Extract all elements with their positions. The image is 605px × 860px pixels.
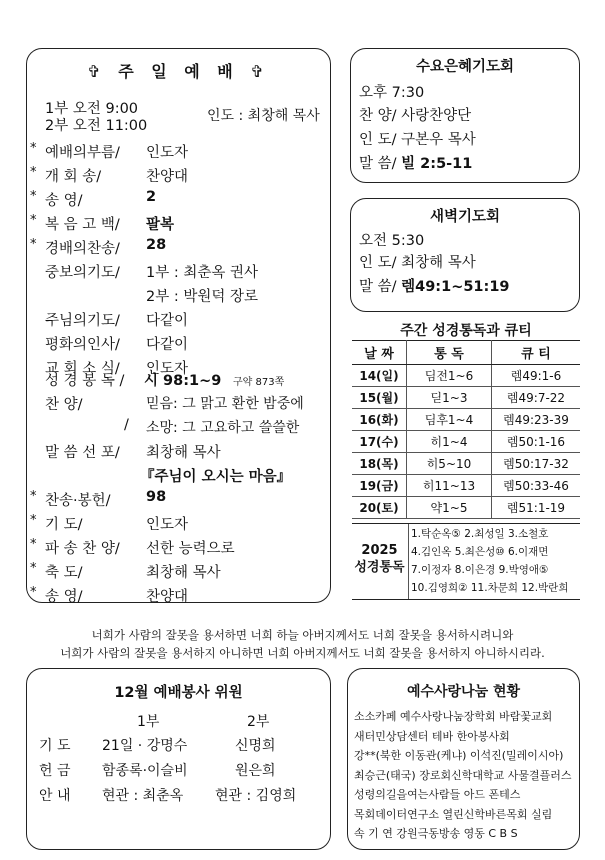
- sunday-worship-box: [26, 48, 331, 603]
- worship-item-value: 다같이: [146, 313, 189, 329]
- tongdok-label: 성경통독: [354, 560, 405, 575]
- tongdok-heading: [352, 542, 407, 576]
- table-row: [352, 497, 580, 519]
- wednesday-line: [359, 152, 472, 173]
- tongdok-divider: [408, 524, 409, 599]
- service-second: 현관 : 김영희: [215, 788, 297, 804]
- sermon-label: 말 씀 선 포/: [45, 445, 120, 461]
- date-cell: 20(토): [352, 497, 407, 519]
- worship-item-label: 교 회 소 식/: [45, 361, 120, 377]
- wednesday-line-label: 찬 양/: [359, 108, 397, 124]
- sharing-line: 성령의길을여는사람들 아드 폰테스: [354, 788, 521, 801]
- worship-item-label: 복 음 고 백/: [45, 217, 120, 233]
- table-row: [352, 475, 580, 497]
- qt-cell: 렘49:1-6: [492, 365, 581, 387]
- service-first: 함종록·이슬비: [102, 763, 188, 779]
- required-star: *: [30, 189, 37, 204]
- required-star: *: [30, 513, 37, 528]
- worship-item-value: 2부 : 박원덕 장로: [146, 289, 258, 305]
- date-cell: 17(수): [352, 431, 407, 453]
- tongdok-line: 10.김영희② 11.차문희 12.박란희: [411, 582, 569, 594]
- wednesday-time: 오후 7:30: [359, 85, 425, 101]
- dawn-title: 새벽기도회: [429, 209, 501, 225]
- tongdok-line: 4.김인옥 5.최은성⑩ 6.이재면: [411, 546, 549, 558]
- worship-item-value: 찬양대: [146, 169, 189, 185]
- required-star: *: [30, 489, 37, 504]
- service-role: 기 도: [39, 738, 71, 754]
- dawn-line: [359, 275, 510, 296]
- worship-item-label: 송 영/: [45, 589, 83, 605]
- date-cell: 16(화): [352, 409, 407, 431]
- anthem-slash: /: [124, 417, 129, 433]
- table-row: [352, 431, 580, 453]
- wednesday-line-value: 사랑찬양단: [401, 108, 472, 124]
- worship-item-value: 찬양대: [146, 589, 189, 605]
- required-star: *: [30, 213, 37, 228]
- anthem-line-1: 믿음: 그 맑고 환한 밤중에: [146, 396, 304, 412]
- worship-time-1: 1부 오전 9:00: [45, 101, 139, 117]
- worship-item-value: 28: [146, 237, 167, 253]
- service-committee-box: [26, 668, 331, 850]
- tongdok-names: [411, 525, 568, 597]
- worship-item-value: 최창해 목사: [146, 565, 221, 581]
- service-first: 21일 · 강명수: [102, 738, 188, 754]
- dawn-line-value: 렘49:1~51:19: [401, 279, 510, 295]
- header-qt: 큐 티: [492, 341, 581, 365]
- dawn-prayer-box: [350, 198, 580, 312]
- tongdok-line: 1.탁순옥⑤ 2.최성일 3.소철호: [411, 528, 549, 540]
- date-cell: 18(목): [352, 453, 407, 475]
- worship-item-value: 팔복: [146, 217, 175, 233]
- qt-cell: 렘50:17-32: [492, 453, 581, 475]
- sharing-line: 최승근(태국) 장로회신학대학교 사물결플러스: [354, 768, 572, 782]
- table-row: [352, 387, 580, 409]
- worship-item-label: 송 영/: [45, 193, 83, 209]
- qt-cell: 렘51:1-19: [492, 497, 581, 519]
- dawn-time: 오전 5:30: [359, 233, 425, 249]
- worship-item-label: 경배의찬송/: [45, 241, 120, 257]
- anthem-line-2: 소망: 그 고요하고 쓸쓸한: [146, 420, 300, 436]
- table-row: [352, 453, 580, 475]
- service-col-1: 1부: [137, 714, 160, 730]
- required-star: *: [30, 165, 37, 180]
- reading-cell: 히5~10: [407, 453, 492, 475]
- sharing-line: 목회데이터연구소 열린신학바른목회 실림: [354, 807, 553, 821]
- bible-reading-title: 주간 성경통독과 큐티: [400, 323, 532, 339]
- tongdok-line: 7.이정자 8.이은경 9.박영애⑤: [411, 564, 549, 576]
- service-second: 신명희: [235, 738, 276, 754]
- service-role: 안 내: [39, 788, 71, 804]
- worship-time-2: 2부 오전 11:00: [45, 118, 148, 134]
- wednesday-line: [359, 128, 476, 149]
- reading-cell: 히1~4: [407, 431, 492, 453]
- service-second: 원은희: [235, 763, 276, 779]
- wednesday-line-label: 말 씀/: [359, 156, 397, 172]
- worship-item-label: 찬송·봉헌/: [45, 493, 111, 509]
- service-role: 헌 금: [39, 763, 71, 779]
- bible-table-header: [352, 341, 580, 365]
- service-first: 현관 : 최춘옥: [102, 788, 184, 804]
- sharing-list: [354, 707, 571, 844]
- dawn-line-label: 인 도/: [359, 255, 397, 271]
- sharing-line: 강**(북한 이동관(케냐) 이석진(밀레이시아): [354, 749, 564, 762]
- worship-item-value: 선한 능력으로: [146, 541, 235, 557]
- worship-item-label: 평화의인사/: [45, 337, 120, 353]
- reading-cell: 딛1~3: [407, 387, 492, 409]
- worship-item-value: 인도자: [146, 361, 189, 377]
- worship-item-label: 예배의부름/: [45, 145, 120, 161]
- tongdok-box: [352, 523, 580, 600]
- sharing-line: 새터민상담센터 테바 한아봉사회: [354, 729, 510, 743]
- header-date: 날 짜: [352, 341, 407, 365]
- bible-reading-table: [352, 340, 580, 519]
- worship-item-value: 인도자: [146, 145, 189, 161]
- service-title: 12월 예배봉사 위원: [114, 685, 243, 701]
- sermon-title: 『주님이 오시는 마음』: [140, 469, 292, 485]
- sharing-line: 소소카페 예수사랑나눔장학회 바람꽃교회: [354, 710, 553, 723]
- table-row: [352, 409, 580, 431]
- worship-leader: 인도 : 최창해 목사: [207, 108, 320, 124]
- wednesday-line-value: 빌 2:5-11: [401, 156, 473, 172]
- worship-item-value: 1부 : 최춘옥 권사: [146, 265, 258, 281]
- service-col-2: 2부: [247, 714, 270, 730]
- wednesday-title: 수요은혜기도회: [415, 59, 515, 75]
- date-cell: 15(월): [352, 387, 407, 409]
- dawn-line-label: 말 씀/: [359, 279, 397, 295]
- date-cell: 14(일): [352, 365, 407, 387]
- verse-line-2: 너희가 사람의 잘못을 용서하지 아니하면 너희 아버지께서도 너희 잘못을 용서하지 아니하시리라.: [60, 646, 545, 660]
- required-star: *: [30, 561, 37, 576]
- wednesday-line-label: 인 도/: [359, 132, 397, 148]
- header-reading: 통 독: [407, 341, 492, 365]
- worship-title: ✞ 주 일 예 배 ✞: [87, 62, 270, 81]
- worship-item-value: 98: [146, 489, 167, 505]
- anthem-label: 찬 양/: [45, 397, 83, 413]
- worship-item-value: 인도자: [146, 517, 189, 533]
- scripture-page: 구약 873쪽: [233, 377, 285, 388]
- tongdok-year: 2025: [361, 543, 398, 558]
- qt-cell: 렘50:1-16: [492, 431, 581, 453]
- sharing-box: [347, 668, 580, 850]
- wednesday-line: [359, 104, 471, 125]
- worship-item-label: 주님의기도/: [45, 313, 120, 329]
- worship-item-label: 기 도/: [45, 517, 83, 533]
- worship-item-value: 2: [146, 189, 157, 205]
- required-star: *: [30, 537, 37, 552]
- required-star: *: [30, 585, 37, 600]
- reading-cell: 딤전1~6: [407, 365, 492, 387]
- verse-line-1: 너희가 사람의 잘못을 용서하면 너희 하늘 아버지께서도 너희 잘못을 용서하시려니와: [91, 628, 514, 642]
- qt-cell: 렘49:23-39: [492, 409, 581, 431]
- reading-cell: 딤후1~4: [407, 409, 492, 431]
- dawn-line: [359, 251, 476, 272]
- qt-cell: 렘50:33-46: [492, 475, 581, 497]
- worship-item-label: 파 송 찬 양/: [45, 541, 120, 557]
- worship-item-label: 중보의기도/: [45, 265, 120, 281]
- qt-cell: 렘49:7-22: [492, 387, 581, 409]
- required-star: *: [30, 141, 37, 156]
- sharing-line: 속 기 연 강원극동방송 영동 C B S: [354, 827, 518, 840]
- scripture-value: 시 98:1~9: [144, 373, 222, 389]
- required-star: *: [30, 237, 37, 252]
- worship-item-label: 축 도/: [45, 565, 83, 581]
- reading-cell: 약1~5: [407, 497, 492, 519]
- dawn-line-value: 최창해 목사: [401, 255, 476, 271]
- sharing-title: 예수사랑나눔 현황: [406, 684, 521, 700]
- wednesday-prayer-box: [350, 48, 580, 183]
- sermon-preacher: 최창해 목사: [146, 445, 221, 461]
- wednesday-line-value: 구본우 목사: [401, 132, 476, 148]
- table-row: [352, 365, 580, 387]
- date-cell: 19(금): [352, 475, 407, 497]
- reading-cell: 히11~13: [407, 475, 492, 497]
- scripture-label: 성 경 봉 독 /: [45, 373, 125, 389]
- worship-item-value: 다같이: [146, 337, 189, 353]
- worship-item-label: 개 회 송/: [45, 169, 102, 185]
